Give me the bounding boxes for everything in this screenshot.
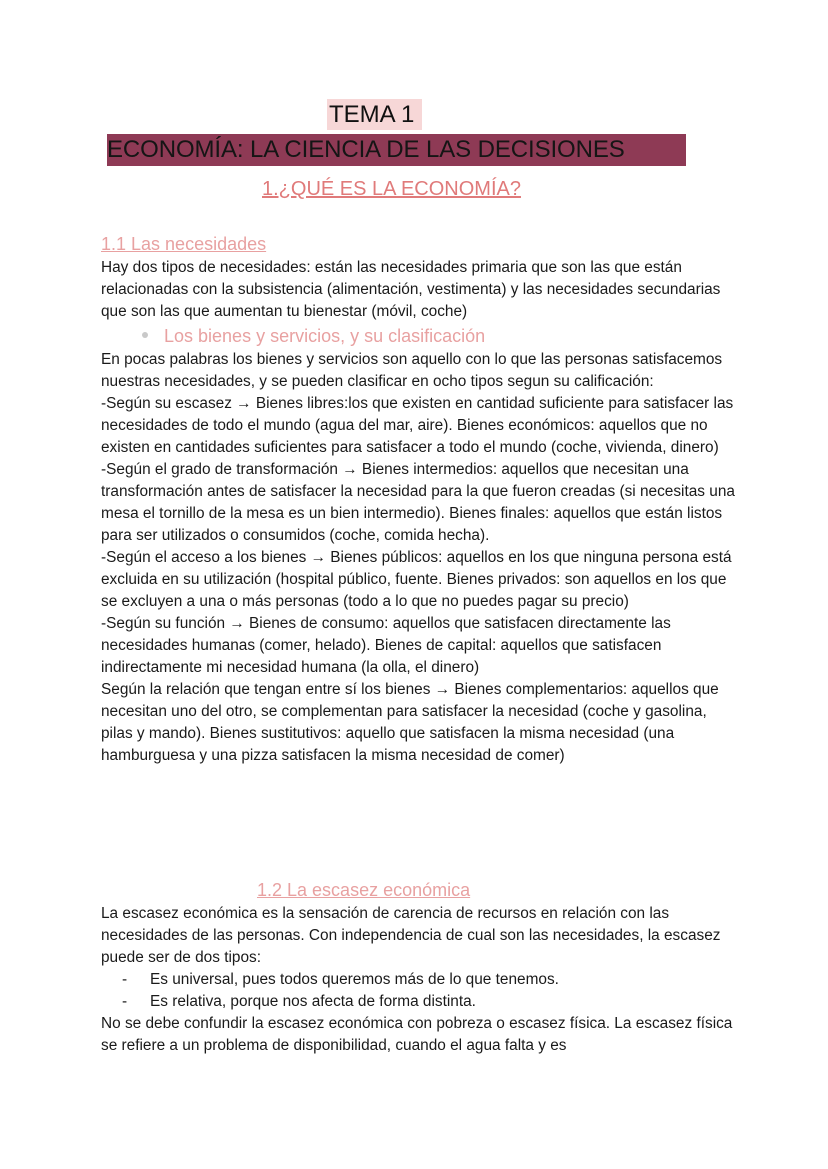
paragraph-escasez-closing: [101, 1013, 741, 1057]
subheading-necesidades: 1.1 Las necesidades: [101, 234, 267, 254]
paragraph-transformacion: -Según el grado de transformación → Bienes intermedios: aquellos que necesitan una transformación antes de satisfacer la necesidad para la que fueron creadas (si necesitas una mesa el tornillo de la mesa es un bien intermedio). Bienes finales: aquellos que están listos para ser utilizados o consumidos (coche, comida hecha).: [101, 461, 735, 544]
document-subtitle: ECONOMÍA: LA CIENCIA DE LAS DECISIONES: [107, 134, 686, 166]
bullet-heading-bienes: [142, 324, 485, 348]
document-title: TEMA 1: [327, 99, 422, 130]
paragraph-funcion: -Según su función → Bienes de consumo: aquellos que satisfacen directamente las necesidades humanas (comer, helado). Bienes de capital: aquellos que satisfacen indirectamente mi necesidad humana (la olla, el dinero): [101, 615, 671, 676]
subheading-escasez: 1.2 La escasez económica: [257, 880, 471, 900]
escasez-list: [122, 969, 742, 1013]
paragraph-bienes-intro: En pocas palabras los bienes y servicios son aquello con lo que las personas satisfacemos nuestras necesidades, y se pueden clasificar en ocho tipos segun su calificación:: [101, 351, 723, 390]
list-dash: -: [122, 971, 128, 988]
list-item-text: Es relativa, porque nos afecta de forma distinta.: [150, 993, 476, 1010]
list-item: [122, 969, 742, 991]
bienes-body: [101, 349, 741, 767]
section-heading: 1.¿QUÉ ES LA ECONOMÍA?: [262, 178, 521, 200]
paragraph-necesidades: [101, 257, 741, 323]
bullet-icon: [142, 332, 148, 338]
paragraph-text: No se debe confundir la escasez económica con pobreza o escasez física. La escasez física se refiere a un problema de disponibilidad, cuando el agua falta y es: [101, 1015, 733, 1054]
list-item-text: Es universal, pues todos queremos más de lo que tenemos.: [150, 971, 559, 988]
paragraph-relacion: Según la relación que tengan entre sí los bienes → Bienes complementarios: aquellos que necesitan uno del otro, se complementan para satisfacer la necesidad (coche y gasolina, pilas y mando). Bienes sustitutivos: aquello que satisfacen la misma necesidad (una hamburguesa y una pizza satisfacen la misma necesidad de comer): [101, 681, 719, 764]
paragraph-escasez-intro: [101, 903, 741, 969]
list-item: [122, 991, 742, 1013]
paragraph-text: Hay dos tipos de necesidades: están las necesidades primaria que son las que están relacionadas con la subsistencia (alimentación, vestimenta) y las necesidades secundarias que son las que aumentan tu bienestar (móvil, coche): [101, 259, 721, 320]
bullet-heading-label: Los bienes y servicios, y su clasificación: [164, 326, 486, 346]
list-dash: -: [122, 993, 128, 1010]
paragraph-escasez: -Según su escasez → Bienes libres:los que existen en cantidad suficiente para satisfacer las necesidades de todo el mundo (agua del mar, aire). Bienes económicos: aquellos que no existen en cantidades suficientes para satisfacer a todo el mundo (coche, vivienda, dinero): [101, 395, 734, 456]
paragraph-acceso: -Según el acceso a los bienes → Bienes públicos: aquellos en los que ninguna persona está excluida en su utilización (hospital público, fuente. Bienes privados: son aquellos en los que se excluyen a una o más personas (todo a lo que no puedes pagar su precio): [101, 549, 732, 610]
paragraph-text: La escasez económica es la sensación de carencia de recursos en relación con las necesidades de las personas. Con independencia de cual son las necesidades, la escasez puede ser de dos tipos:: [101, 905, 721, 966]
